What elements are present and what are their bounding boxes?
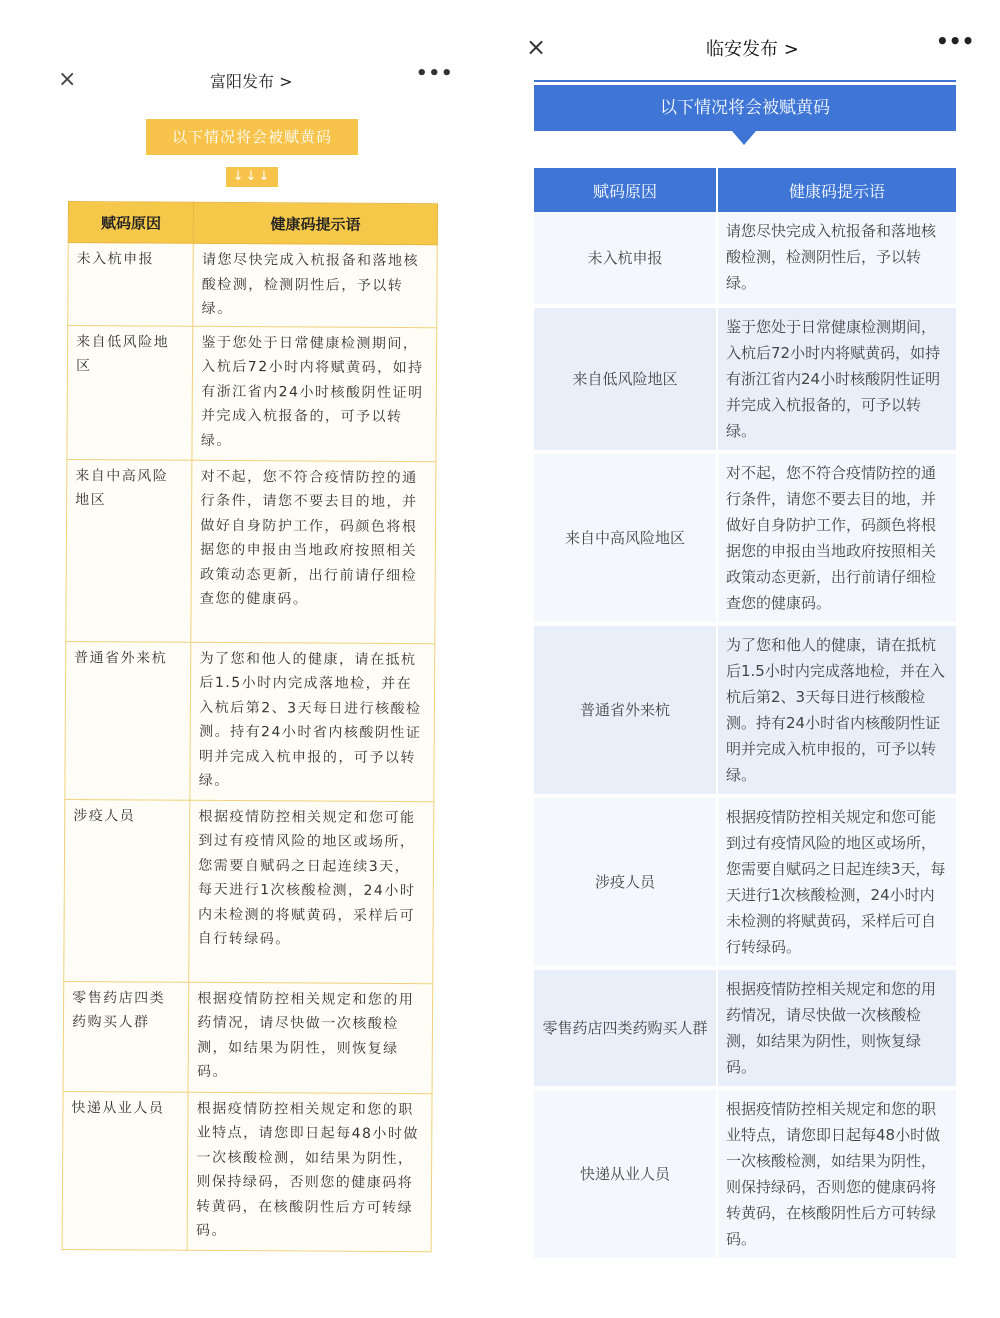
table-header-row	[68, 202, 437, 245]
tip-cell: 根据疫情防控相关规定和您的用药情况，请尽快做一次核酸检测，如结果为阴性，则恢复绿码。	[188, 982, 432, 1093]
tip-cell: 对不起，您不符合疫情防控的通行条件，请您不要去目的地，并做好自身防护工作，码颜色将根据您的申报由当地政府按照相关政策动态更新，出行前请仔细检查您的健康码。	[191, 460, 436, 643]
header-reason: 赋码原因	[534, 168, 718, 212]
close-icon[interactable]: ×	[526, 33, 547, 61]
tip-cell: 对不起，您不符合疫情防控的通行条件，请您不要去目的地，并做好自身防护工作，码颜色将根据您的申报由当地政府按照相关政策动态更新，出行前请仔细检查您的健康码。	[718, 454, 956, 626]
close-icon[interactable]: ×	[58, 67, 77, 92]
table-row	[63, 981, 433, 1093]
tip-cell: 为了您和他人的健康，请在抵杭后1.5小时内完成落地检，并在入杭后第2、3天每日进行核酸检测。持有24小时省内核酸阴性证明并完成入杭申报的，可予以转绿。	[190, 642, 435, 801]
table-row	[64, 799, 434, 983]
account-title[interactable]: 富阳发布 >	[210, 72, 293, 91]
divider	[534, 80, 956, 82]
linan-screenshot	[520, 25, 975, 1250]
reason-cell: 来自低风险地区	[534, 308, 718, 454]
tip-cell: 鉴于您处于日常健康检测期间，入杭后72小时内将赋黄码，如持有浙江省内24小时核酸阴性证明并完成入杭报备的，可予以转绿。	[192, 326, 436, 461]
header-reason: 赋码原因	[68, 202, 194, 244]
reason-cell: 普通省外来杭	[534, 626, 718, 798]
tip-cell: 为了您和他人的健康，请在抵杭后1.5小时内完成落地检，并在入杭后第2、3天每日进行核酸检测。持有24小时省内核酸阴性证明并完成入杭申报的，可予以转绿。	[718, 626, 956, 798]
tip-cell: 根据疫情防控相关规定和您的用药情况，请尽快做一次核酸检测，如结果为阴性，则恢复绿码。	[718, 970, 956, 1090]
table-row	[534, 970, 956, 1090]
reason-cell: 未入杭申报	[534, 212, 718, 308]
account-title[interactable]: 临安发布 >	[706, 39, 799, 60]
reason-cell: 来自中高风险地区	[66, 459, 192, 642]
yellow-code-table	[534, 168, 956, 1262]
tip-cell: 根据疫情防控相关规定和您的职业特点，请您即日起每48小时做一次核酸检测，如结果为阴性，则保持绿码，否则您的健康码将转黄码，在核酸阴性后方可转绿码。	[187, 1092, 432, 1251]
reason-cell: 涉疫人员	[64, 799, 190, 982]
reason-cell: 来自低风险地区	[67, 325, 193, 460]
table-row	[68, 243, 437, 328]
yellow-code-banner: 以下情况将会被赋黄码	[534, 85, 956, 131]
table-row	[67, 325, 437, 461]
more-icon[interactable]: •••	[416, 63, 454, 84]
fuyang-screenshot	[50, 55, 454, 1265]
reason-cell: 零售药店四类药购买人群	[63, 981, 189, 1092]
tip-cell: 请您尽快完成入杭报备和落地核酸检测，检测阴性后，予以转绿。	[193, 243, 437, 327]
more-icon[interactable]: •••	[936, 29, 975, 53]
tip-cell: 根据疫情防控相关规定和您的职业特点，请您即日起每48小时做一次核酸检测，如结果为阴性，则保持绿码，否则您的健康码将转黄码，在核酸阴性后方可转绿码。	[718, 1090, 956, 1262]
table-row	[66, 459, 436, 643]
table-row	[534, 212, 956, 308]
reason-cell: 快递从业人员	[62, 1091, 188, 1250]
reason-cell: 快递从业人员	[534, 1090, 718, 1262]
table-row	[534, 626, 956, 798]
banner-pointer-icon	[732, 131, 756, 145]
table-row	[534, 798, 956, 970]
reason-cell: 零售药店四类药购买人群	[534, 970, 718, 1090]
table-row	[534, 1090, 956, 1262]
table-row	[62, 1091, 432, 1251]
tip-cell: 根据疫情防控相关规定和您可能到过有疫情风险的地区或场所，您需要自赋码之日起连续3天，每天进行1次核酸检测，24小时内未检测的将赋黄码，采样后可自行转绿码。	[189, 800, 434, 983]
reason-cell: 普通省外来杭	[65, 641, 191, 800]
reason-cell: 未入杭申报	[68, 243, 194, 326]
table-header-row	[534, 168, 956, 212]
reason-cell: 来自中高风险地区	[534, 454, 718, 626]
yellow-code-banner: 以下情况将会被赋黄码	[146, 119, 358, 155]
table-row	[65, 641, 435, 801]
tip-cell: 鉴于您处于日常健康检测期间，入杭后72小时内将赋黄码，如持有浙江省内24小时核酸阴性证明并完成入杭报备的，可予以转绿。	[718, 308, 956, 454]
table-row	[534, 308, 956, 454]
header-tip: 健康码提示语	[718, 168, 956, 212]
table-row	[534, 454, 956, 626]
yellow-code-table	[62, 201, 438, 1252]
header-tip: 健康码提示语	[194, 202, 438, 244]
reason-cell: 涉疫人员	[534, 798, 718, 970]
down-arrows-icon: ↓↓↓	[226, 167, 278, 187]
tip-cell: 请您尽快完成入杭报备和落地核酸检测，检测阴性后，予以转绿。	[718, 212, 956, 308]
nav-bar	[50, 55, 454, 100]
tip-cell: 根据疫情防控相关规定和您可能到过有疫情风险的地区或场所，您需要自赋码之日起连续3天，每天进行1次核酸检测，24小时内未检测的将赋黄码，采样后可自行转绿码。	[718, 798, 956, 970]
